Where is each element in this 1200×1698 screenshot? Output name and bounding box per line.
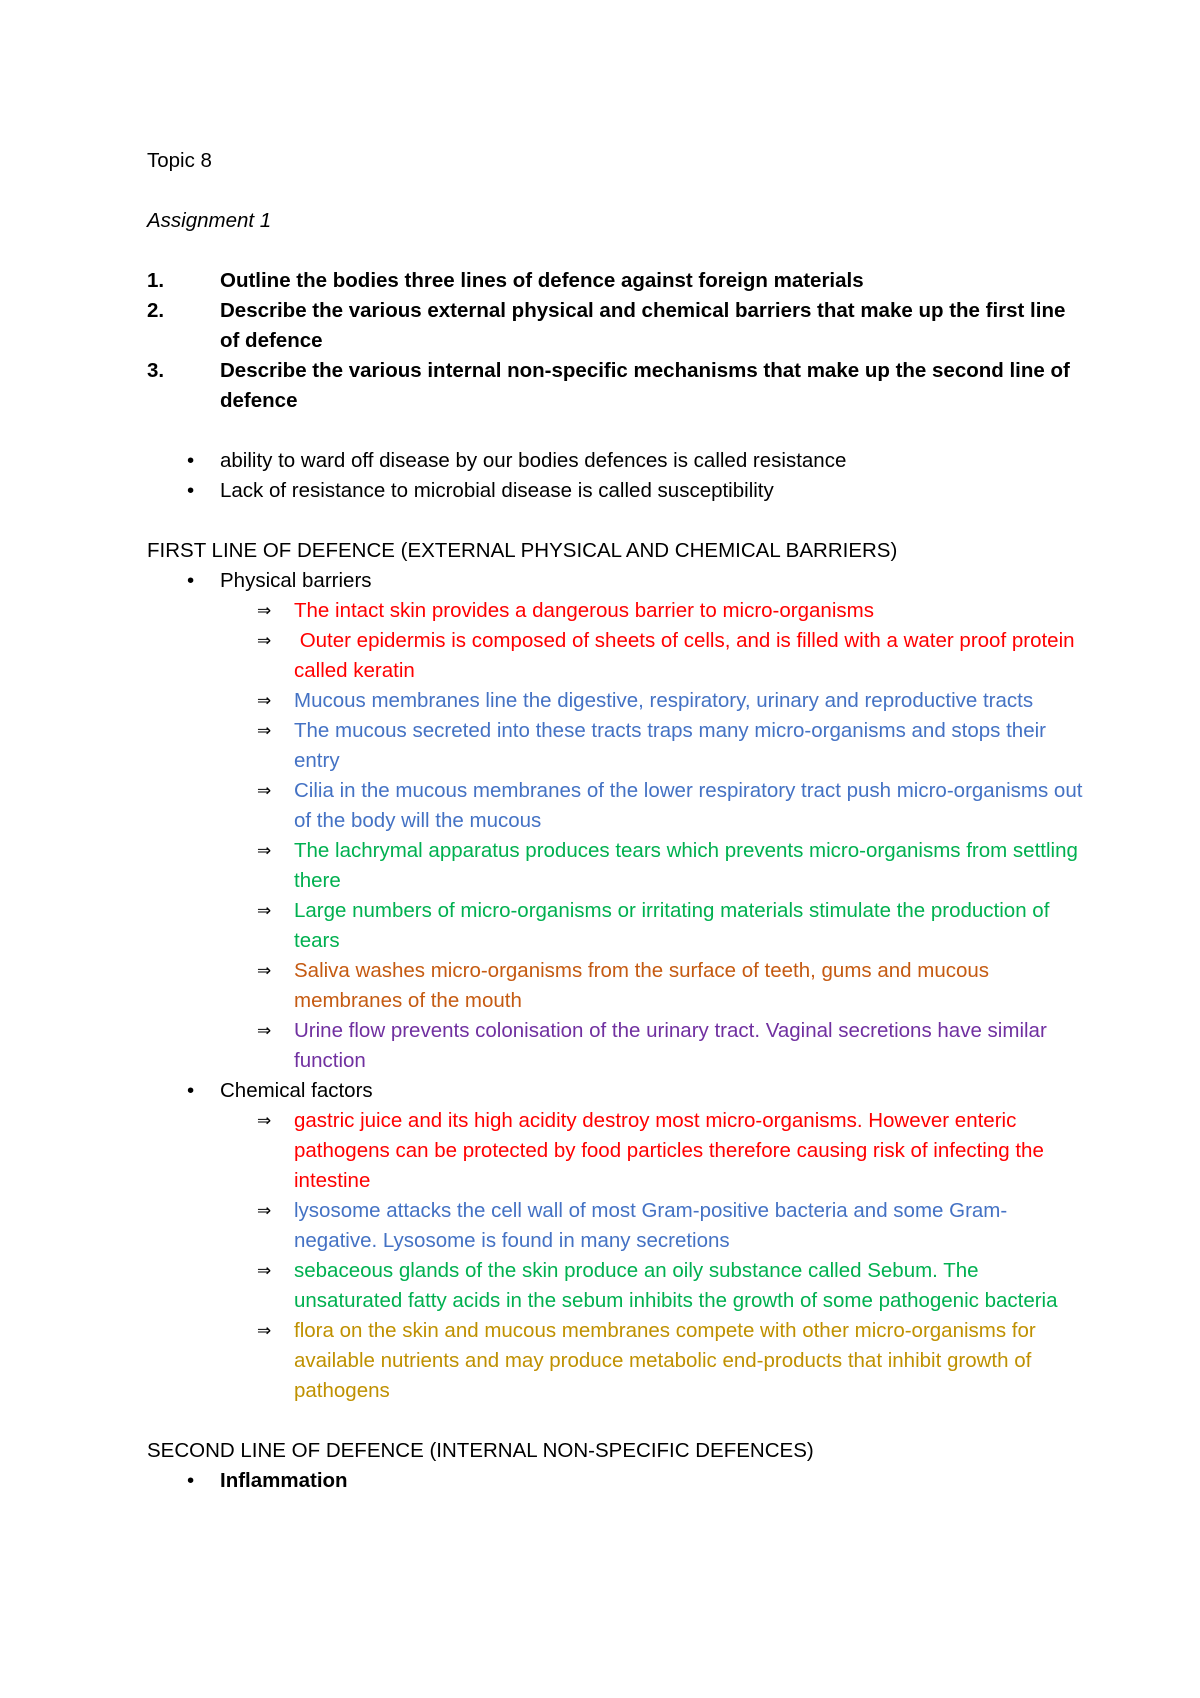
spacer <box>147 176 1087 206</box>
arrow-item-text: Outer epidermis is composed of sheets of cells, and is filled with a water proof protein called keratin <box>294 629 1081 682</box>
arrow-item-text: The mucous secreted into these tracts traps many micro-organisms and stops their entry <box>294 719 1046 772</box>
question-text: Describe the various external physical and chemical barriers that make up the first line of defence <box>220 299 1066 352</box>
arrow-right-icon: ⇒ <box>257 901 272 921</box>
bullet-item-chemical <box>147 1076 1087 1106</box>
question-item <box>147 356 1087 416</box>
arrow-item <box>147 626 1087 686</box>
arrow-right-icon: ⇒ <box>257 1261 272 1281</box>
question-item <box>147 266 1087 296</box>
bullet-icon: • <box>187 449 195 472</box>
question-number: 3. <box>147 359 165 382</box>
bullet-item <box>147 446 1087 476</box>
arrow-right-icon: ⇒ <box>257 1201 272 1221</box>
arrow-item <box>147 1106 1087 1196</box>
arrow-item <box>147 1316 1087 1406</box>
arrow-right-icon: ⇒ <box>257 1111 272 1131</box>
bullet-text: Inflammation <box>220 1469 348 1492</box>
arrow-item <box>147 716 1087 776</box>
arrow-item <box>147 776 1087 836</box>
arrow-right-icon: ⇒ <box>257 961 272 981</box>
arrow-right-icon: ⇒ <box>257 691 272 711</box>
spacer <box>147 416 1087 446</box>
arrow-item <box>147 686 1087 716</box>
arrow-item <box>147 896 1087 956</box>
topic-title: Topic 8 <box>147 149 212 172</box>
physical-barrier-list <box>147 596 1087 1076</box>
arrow-item-text: lysosome attacks the cell wall of most Gram-positive bacteria and some Gram-negative. Lysosome is found in many secretions <box>294 1199 1008 1252</box>
bullet-text: Chemical factors <box>220 1079 373 1102</box>
bullet-text: ability to ward off disease by our bodies defences is called resistance <box>220 449 847 472</box>
first-line-list <box>147 566 1087 596</box>
question-number: 2. <box>147 299 165 322</box>
arrow-right-icon: ⇒ <box>257 601 272 621</box>
arrow-item <box>147 836 1087 896</box>
arrow-item-text: Mucous membranes line the digestive, respiratory, urinary and reproductive tracts <box>294 689 1034 712</box>
bullet-item-physical <box>147 566 1087 596</box>
arrow-item-text: gastric juice and its high acidity destroy most micro-organisms. However enteric pathogens can be protected by food particles therefore causing risk of infecting the intestine <box>294 1109 1044 1192</box>
spacer <box>147 236 1087 266</box>
first-line-list-chemical <box>147 1076 1087 1106</box>
arrow-item <box>147 1256 1087 1316</box>
arrow-item-text: Cilia in the mucous membranes of the lower respiratory tract push micro-organisms out of the body will the mucous <box>294 779 1083 832</box>
arrow-right-icon: ⇒ <box>257 1321 272 1341</box>
spacer <box>147 1406 1087 1436</box>
bullet-icon: • <box>187 479 195 502</box>
chemical-factor-list <box>147 1106 1087 1406</box>
intro-bullet-list <box>147 446 1087 506</box>
bullet-icon: • <box>187 1469 195 1492</box>
second-line-list <box>147 1466 1087 1496</box>
arrow-item-text: Large numbers of micro-organisms or irritating materials stimulate the production of tears <box>294 899 1050 952</box>
question-item <box>147 296 1087 356</box>
bullet-text: Physical barriers <box>220 569 372 592</box>
bullet-item-inflammation <box>147 1466 1087 1496</box>
arrow-item-text: sebaceous glands of the skin produce an oily substance called Sebum. The unsaturated fatty acids in the sebum inhibits the growth of some pathogenic bacteria <box>294 1259 1058 1312</box>
arrow-item-text: The intact skin provides a dangerous barrier to micro-organisms <box>294 599 874 622</box>
bullet-icon: • <box>187 569 195 592</box>
bullet-item <box>147 476 1087 506</box>
arrow-right-icon: ⇒ <box>257 1021 272 1041</box>
bullet-icon: • <box>187 1079 195 1102</box>
arrow-item-text: Urine flow prevents colonisation of the urinary tract. Vaginal secretions have similar function <box>294 1019 1047 1072</box>
arrow-right-icon: ⇒ <box>257 781 272 801</box>
bullet-text: Lack of resistance to microbial disease is called susceptibility <box>220 479 774 502</box>
question-text: Outline the bodies three lines of defence against foreign materials <box>220 269 864 292</box>
section-heading-first-line: FIRST LINE OF DEFENCE (EXTERNAL PHYSICAL AND CHEMICAL BARRIERS) <box>147 539 898 562</box>
arrow-item <box>147 596 1087 626</box>
document-body <box>147 146 1087 1496</box>
arrow-right-icon: ⇒ <box>257 721 272 741</box>
arrow-item <box>147 1196 1087 1256</box>
question-list <box>147 266 1087 416</box>
question-number: 1. <box>147 269 165 292</box>
assignment-title: Assignment 1 <box>147 209 272 232</box>
arrow-item-text: Saliva washes micro-organisms from the surface of teeth, gums and mucous membranes of the mouth <box>294 959 990 1012</box>
arrow-item <box>147 1016 1087 1076</box>
arrow-right-icon: ⇒ <box>257 631 272 651</box>
question-text: Describe the various internal non-specific mechanisms that make up the second line of defence <box>220 359 1070 412</box>
section-heading-second-line: SECOND LINE OF DEFENCE (INTERNAL NON-SPECIFIC DEFENCES) <box>147 1439 814 1462</box>
arrow-item <box>147 956 1087 1016</box>
arrow-right-icon: ⇒ <box>257 841 272 861</box>
spacer <box>147 506 1087 536</box>
arrow-item-text: The lachrymal apparatus produces tears which prevents micro-organisms from settling there <box>294 839 1078 892</box>
arrow-item-text: flora on the skin and mucous membranes compete with other micro-organisms for available nutrients and may produce metabolic end-products that inhibit growth of pathogens <box>294 1319 1036 1402</box>
